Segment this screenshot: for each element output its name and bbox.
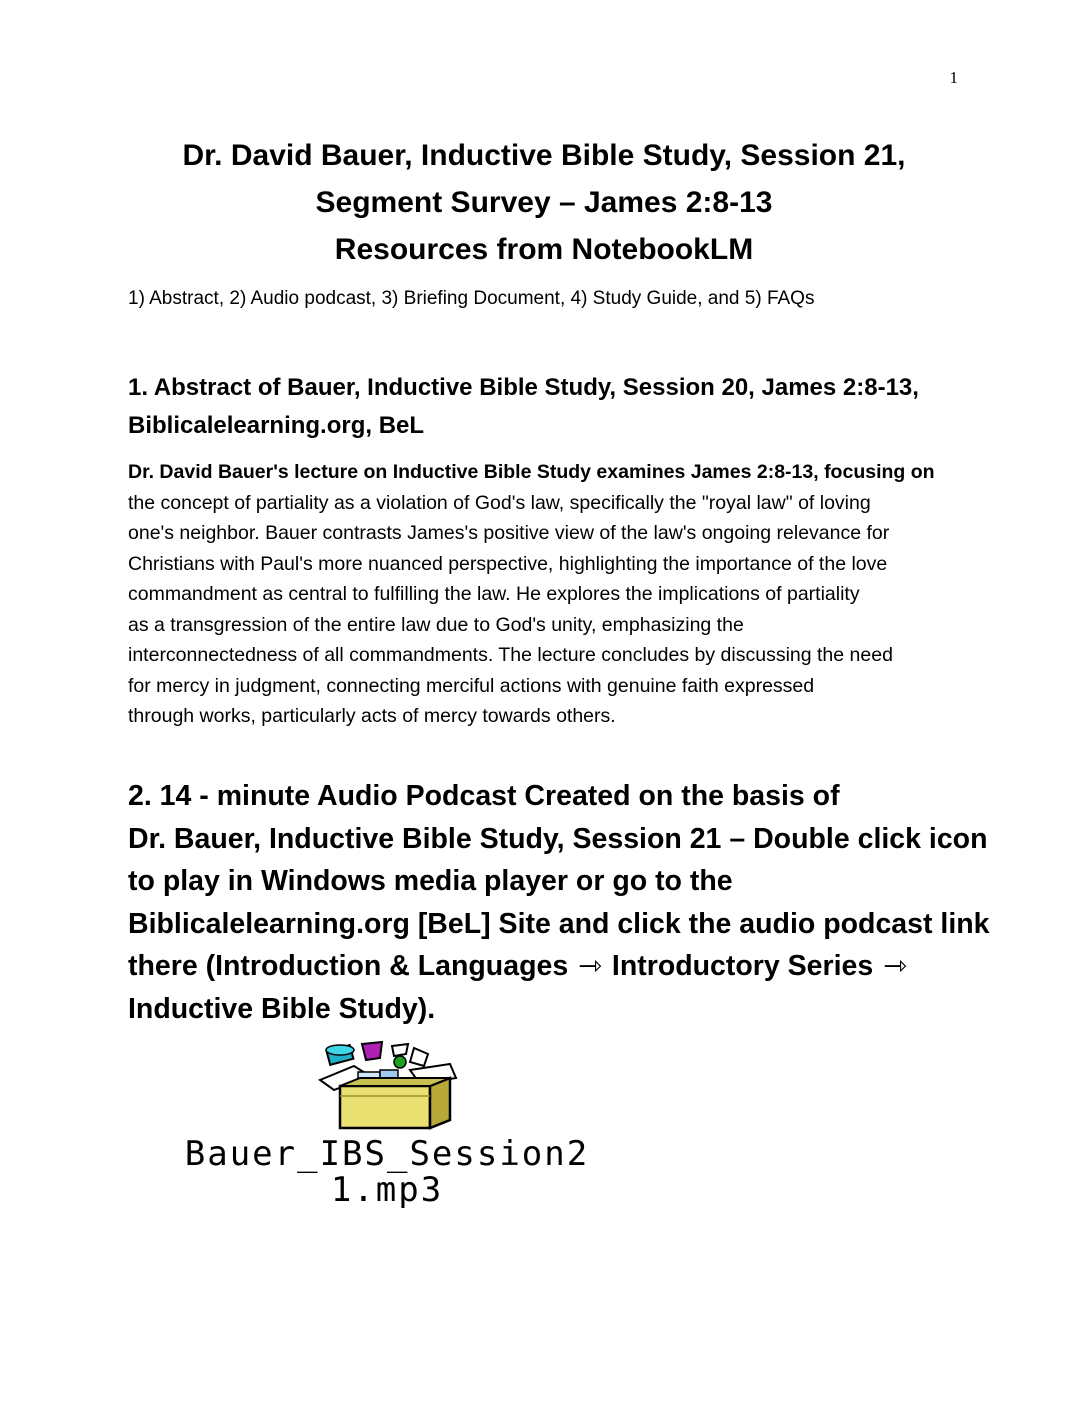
- abstract-line: commandment as central to fulfilling the law. He explores the implications of partiality: [128, 583, 860, 605]
- audio-heading-line-6: Inductive Bible Study).: [128, 992, 436, 1025]
- document-title: [128, 132, 960, 273]
- audio-file-attachment[interactable]: [132, 1040, 652, 1220]
- abstract-line: interconnectedness of all commandments. The lecture concludes by discussing the need: [128, 644, 893, 666]
- audio-heading-line-4: Biblicalelearning.org [BeL] Site and click the audio podcast link: [128, 907, 990, 940]
- breadcrumb-introduction-languages: there (Introduction & Languages: [128, 950, 569, 982]
- abstract-line: the concept of partiality as a violation of God's law, specifically the "royal law" of loving: [128, 491, 871, 514]
- abstract-line: Christians with Paul's more nuanced perspective, highlighting the importance of the love: [128, 552, 888, 575]
- arrow-right-icon: ⇾: [578, 950, 602, 982]
- resources-list: 1) Abstract, 2) Audio podcast, 3) Briefing Document, 4) Study Guide, and 5) FAQs: [128, 288, 815, 309]
- abstract-heading: [128, 369, 968, 445]
- audio-heading-line-2: Dr. Bauer, Inductive Bible Study, Session 21 – Double click icon: [128, 822, 988, 855]
- audio-file-name[interactable]: Bauer_IBS_Session2 1.mp3: [184, 1134, 590, 1210]
- title-line-3: Resources from NotebookLM: [334, 233, 754, 266]
- abstract-line: for mercy in judgment, connecting merciful actions with genuine faith expressed: [128, 674, 815, 697]
- abstract-line: through works, particularly acts of mercy towards others.: [128, 705, 616, 727]
- arrow-right-icon: ⇾: [883, 950, 908, 982]
- title-line-1: Dr. David Bauer, Inductive Bible Study, Session 21,: [182, 139, 906, 172]
- page-number: 1: [949, 68, 958, 87]
- audio-heading-line-3: to play in Windows media player or go to the: [128, 865, 733, 897]
- audio-podcast-heading: [128, 775, 990, 1030]
- title-line-2: Segment Survey – James 2:8-13: [315, 186, 773, 219]
- audio-heading-line-5: [128, 945, 973, 988]
- audio-heading-line-1: 2. 14 - minute Audio Podcast Created on the basis of: [128, 780, 840, 812]
- abstract-line: one's neighbor. Bauer contrasts James's positive view of the law's ongoing relevance for: [128, 522, 890, 544]
- package-icon: [310, 1040, 470, 1130]
- abstract-line: as a transgression of the entire law due to God's unity, emphasizing the: [128, 613, 744, 636]
- breadcrumb-introductory-series: Introductory Series: [611, 950, 874, 982]
- abstract-body: [128, 457, 973, 732]
- abstract-line: Dr. David Bauer's lecture on Inductive Bible Study examines James 2:8-13, focusing on: [128, 461, 935, 483]
- abstract-heading-line-1: 1. Abstract of Bauer, Inductive Bible Study, Session 20, James 2:8-13,: [128, 374, 919, 401]
- abstract-heading-line-2: Biblicalelearning.org, BeL: [128, 412, 425, 439]
